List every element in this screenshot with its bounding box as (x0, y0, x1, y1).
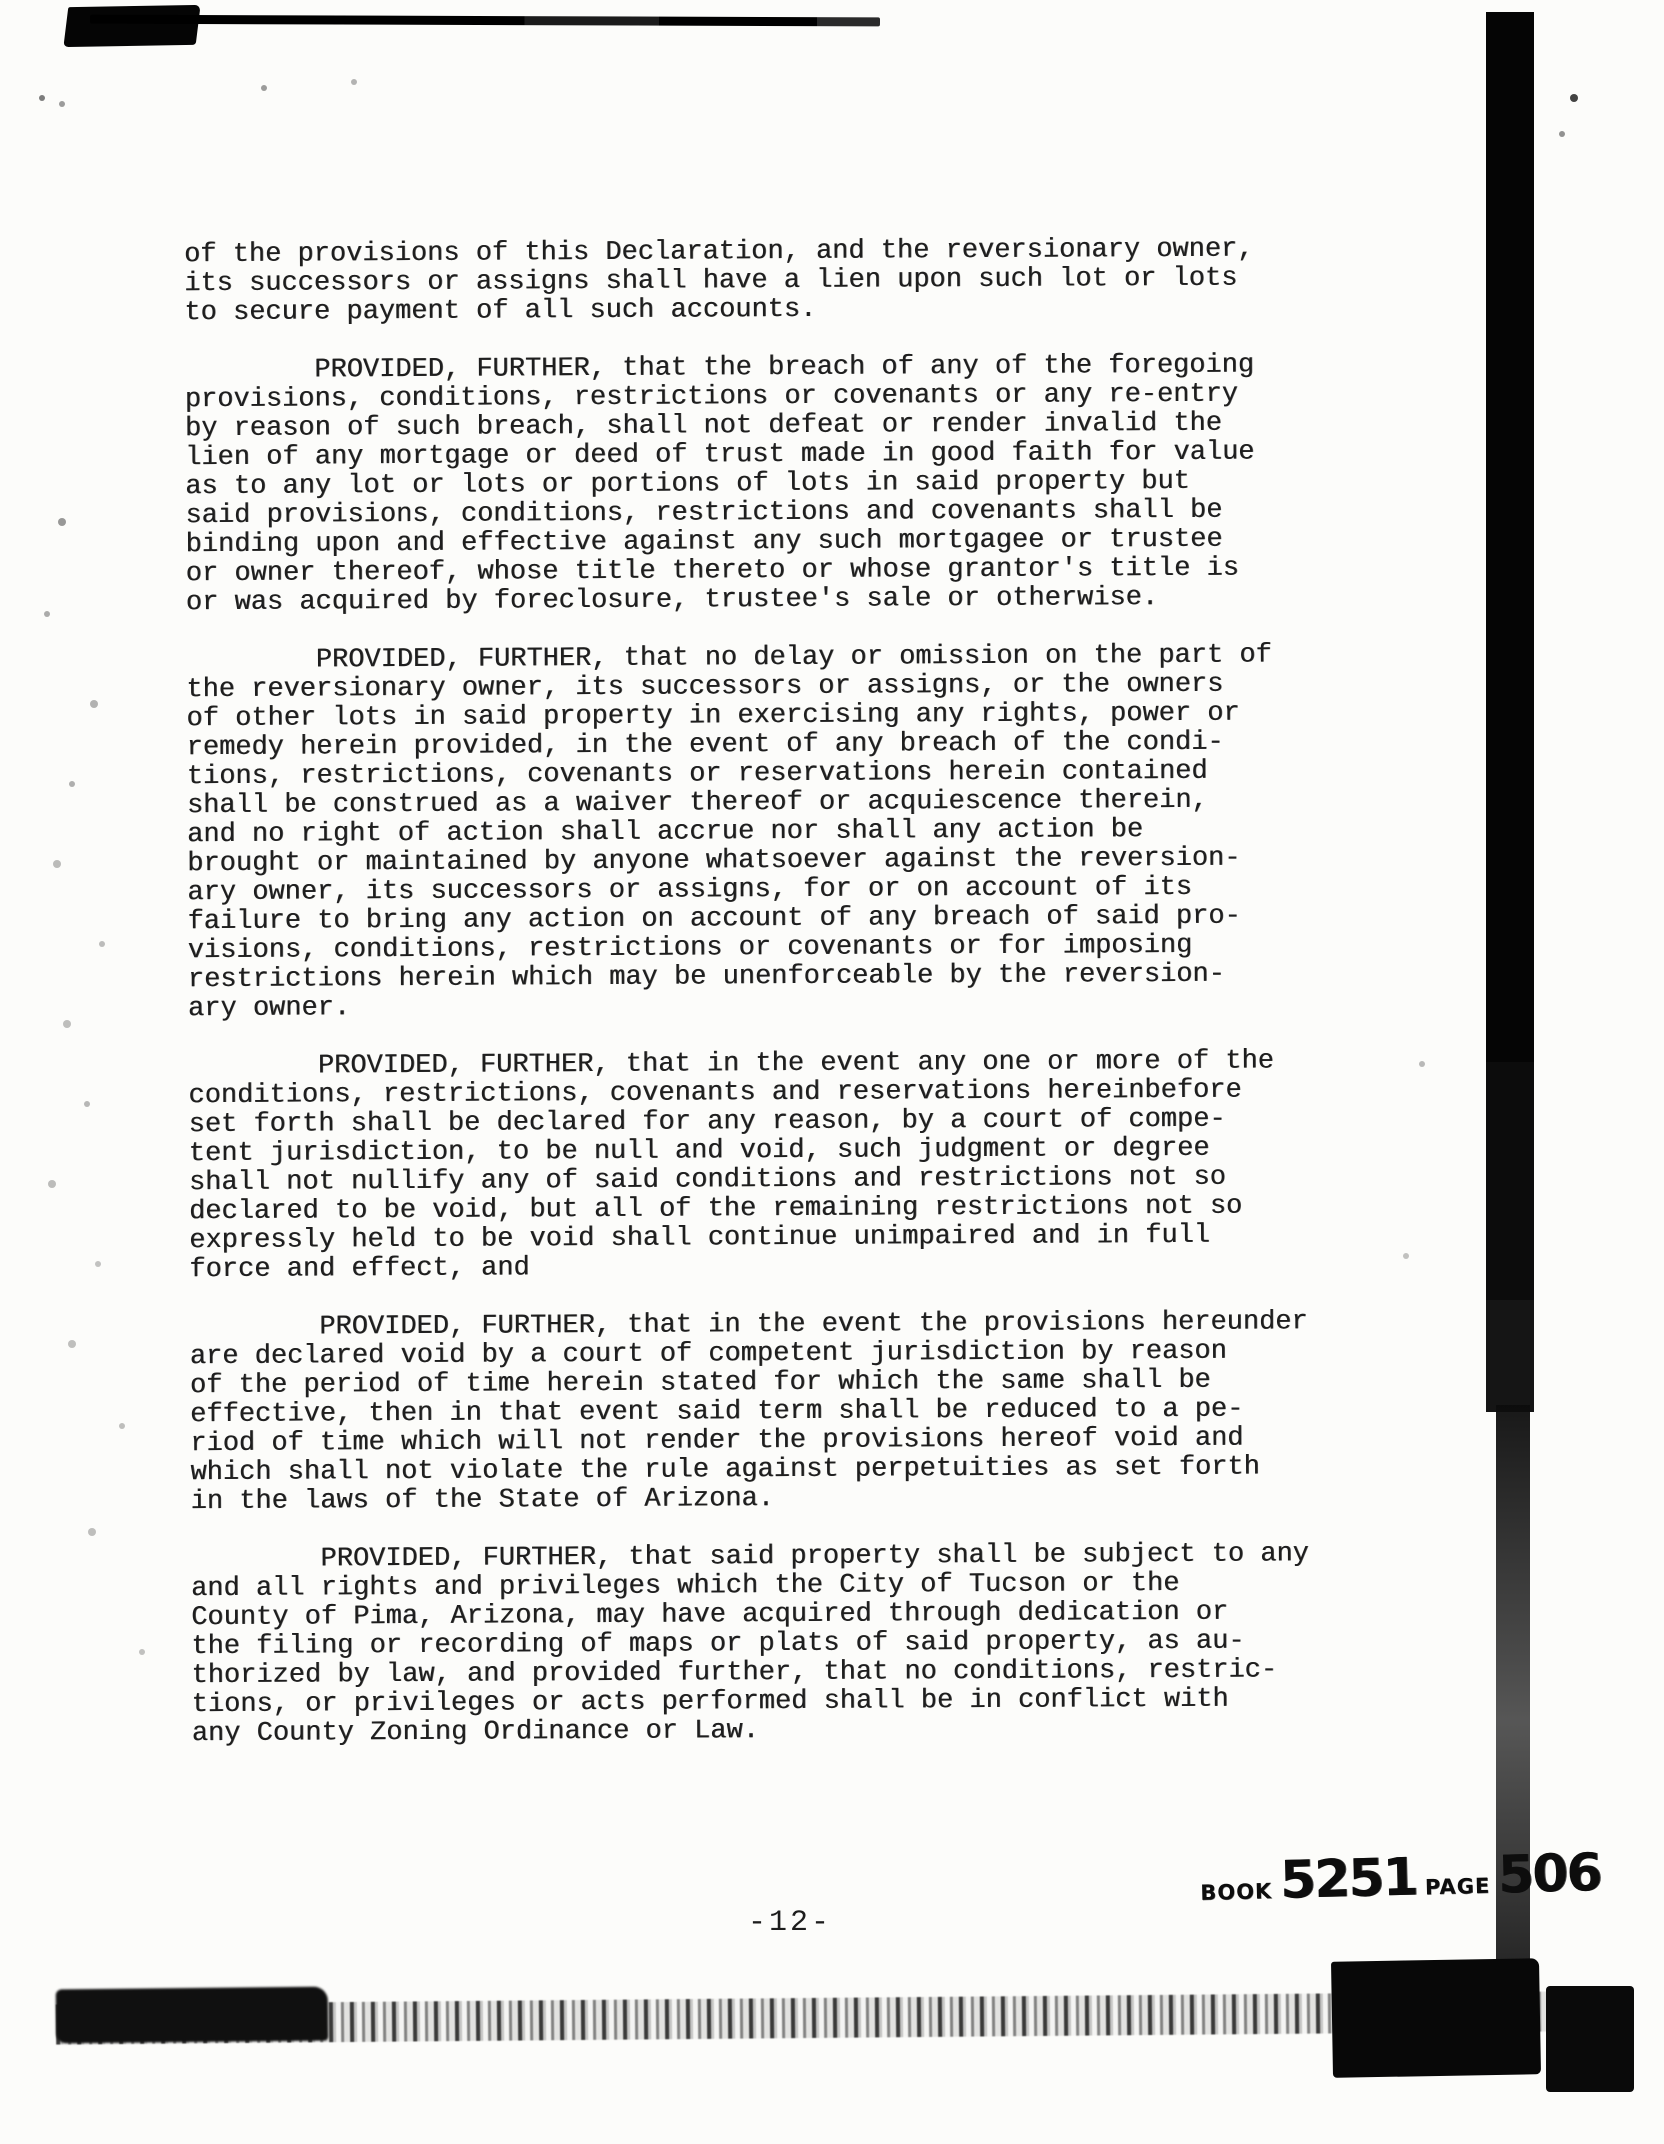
paragraph-provided-no-delay: PROVIDED, FURTHER, that no delay or omission on the part of the reversionary owner, its successors or assigns, or the owners of other lots in said property in exercising any rights, power or remedy herein provided, in the event of any breach of the condi- tions, restrictions, covenants or reservations herein contained shall be construed as a waiver thereof or acquiescence therein, and no right of action shall accrue nor shall any action be brought or maintained by anyone whatsoever against the reversion- ary owner, its successors or assigns, for or on account of its failure to bring any action on account of any breach of said pro- visions, conditions, restrictions or covenants or for imposing restrictions herein which may be unenforceable by the reversion- ary owner. (186, 640, 1272, 1025)
paragraph-lien-continuation: of the provisions of this Declaration, and the reversionary owner, its successors or assigns shall have a lien upon such lot or lots to secure payment of all such accounts. (183, 234, 1254, 329)
book-page-stamp (1199, 1843, 1601, 1913)
book-label: BOOK (1200, 1879, 1273, 1905)
book-number: 5251 (1279, 1847, 1418, 1911)
paragraph-provided-severability: PROVIDED, FURTHER, that in the event any one or more of the conditions, restrictions, covenants and reservations hereinbefore set forth shall be declared for any reason, by a court of compe- tent jurisdiction, to be null and void, such judgment or degree shall not nullify any of said conditions and restrictions not so declared to be void, but all of the remaining restrictions not so expressly held to be void shall continue unimpaired and in full force and effect, and (188, 1046, 1274, 1286)
scan-artifact-top-left-blob (63, 5, 200, 47)
scan-artifact-bottom-far-right-blob (1546, 1986, 1634, 2092)
paragraph-provided-perpetuities: PROVIDED, FURTHER, that in the event the provisions hereunder are declared void by a court of competent jurisdiction by reason of the period of time herein stated for which the same shall be effective, then in that event said term shall be reduced to a pe- riod of time which will not render the provisions hereof void and which shall not violate the rule against perpetuities as set forth in the laws of the State of Arizona. (189, 1307, 1308, 1518)
page-number-stamp: 506 (1497, 1843, 1602, 1906)
paragraph-provided-city-county: PROVIDED, FURTHER, that said property shall be subject to any and all rights and privileges which the City of Tucson or the County of Pima, Arizona, may have acquired through dedication or the filing or recording of maps or plats of said property, as au- thorized by law, and provided further, that no conditions, restric- tions, or privileges or acts performed shall be in conflict with any County Zoning Ordinance or Law. (190, 1539, 1309, 1750)
scan-artifact-bottom-left-blob (56, 1987, 329, 2044)
scan-artifact-speckles (0, 0, 4, 4)
paragraph-provided-breach: PROVIDED, FURTHER, that the breach of any of the foregoing provisions, conditions, restrictions or covenants or any re-entry by reason of such breach, shall not defeat or render invalid the lien of any mortgage or deed of trust made in good faith for value as to any lot or lots or portions of lots in said property but said provisions, conditions, restrictions and covenants shall be binding upon and effective against any such mortgagee or trustee or owner thereof, whose title thereto or whose grantor's title is or was acquired by foreclosure, trustee's sale or otherwise. (184, 350, 1255, 619)
page-number: -12- (748, 1906, 833, 1940)
scan-artifact-top-line (90, 15, 880, 27)
document-text (184, 235, 1412, 1778)
scan-artifact-bottom-right-blob (1331, 1958, 1541, 2078)
scan-artifact-right-bar (1486, 12, 1534, 1412)
page-label: PAGE (1424, 1873, 1491, 1900)
